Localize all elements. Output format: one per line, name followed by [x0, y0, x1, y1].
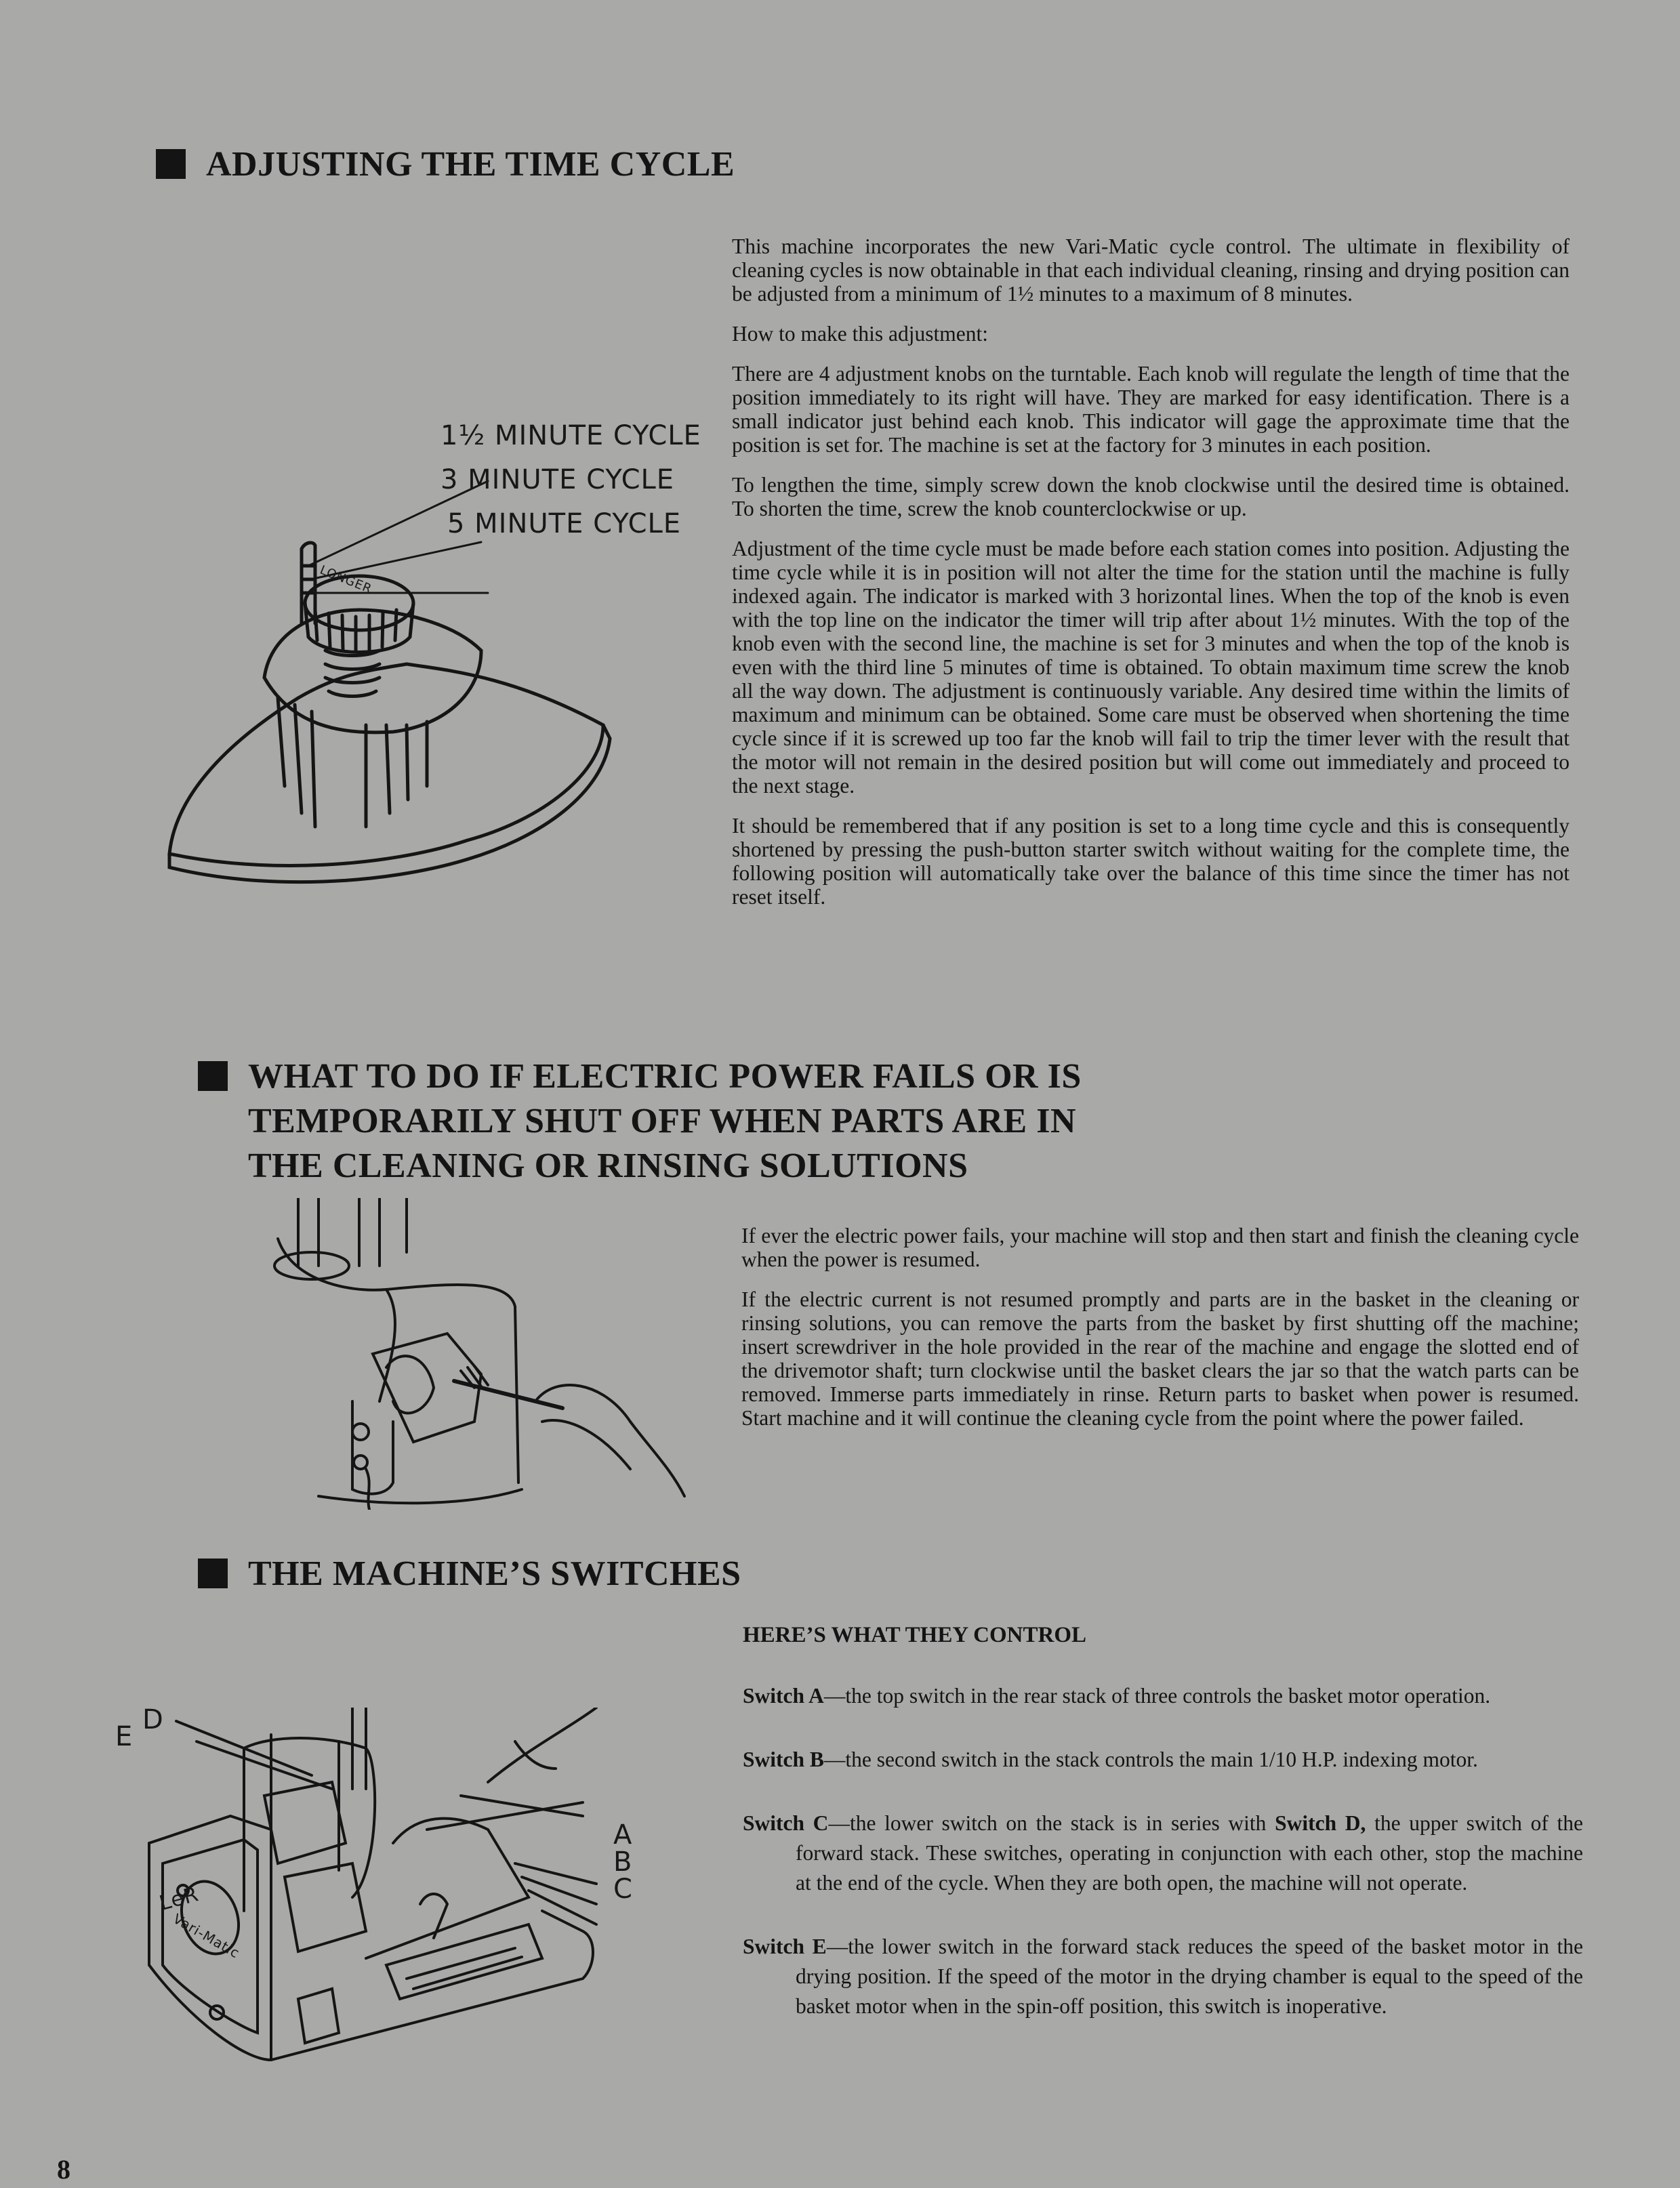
label-switch-a: A — [613, 1819, 633, 1851]
switch-description: —the lower switch on the stack is in series with — [828, 1811, 1275, 1835]
section-heading-time-cycle — [156, 142, 735, 187]
switches-lead: HERE’S WHAT THEY CONTROL — [743, 1623, 1087, 1647]
label-switch-b: B — [613, 1846, 633, 1878]
label-switch-e: E — [115, 1721, 134, 1752]
label-1-5-minute-cycle: 1½ MINUTE CYCLE — [441, 420, 701, 451]
section-title: ADJUSTING THE TIME CYCLE — [206, 145, 735, 184]
heading-bullet-square — [198, 1559, 228, 1588]
section-heading-power-fails — [198, 1054, 1082, 1189]
paragraph: If ever the electric power fails, your machine will stop and then start and finish the cleaning cycle when the power is resumed. — [741, 1224, 1579, 1271]
label-switch-c: C — [613, 1874, 633, 1905]
paragraph: To lengthen the time, simply screw down the knob clockwise until the desired time is obtained. To shorten the time, screw the knob counterclockwise or up. — [732, 473, 1570, 520]
title-line: THE CLEANING OR RINSING SOLUTIONS — [248, 1147, 968, 1185]
switch-label: Switch C — [743, 1811, 829, 1835]
switch-description: —the second switch in the stack controls the main 1/10 H.P. indexing motor. — [823, 1748, 1478, 1771]
title-line: WHAT TO DO IF ELECTRIC POWER FAILS OR IS — [248, 1057, 1082, 1096]
switch-label: Switch E — [743, 1935, 827, 1958]
section-title: THE MACHINE’S SWITCHES — [248, 1554, 741, 1593]
switch-e-entry — [743, 1932, 1583, 2021]
switch-description: the upper switch of the forward stack. These switches, operating in conjunction with each other, stop the machine at the end of the cycle. When they are both open, the machine will not operate. — [796, 1811, 1583, 1895]
paragraph: There are 4 adjustment knobs on the turntable. Each knob will regulate the length of time that the position immediately to its right will have. They are marked for easy identification. There is a small indicator just behind each knob. This indicator will gage the approximate time that the position is set for. The machine is set at the factory for 3 minutes in each position. — [732, 362, 1570, 457]
label-5-minute-cycle: 5 MINUTE CYCLE — [447, 508, 682, 539]
switch-b-entry — [743, 1745, 1583, 1775]
screwdriver-illustration — [251, 1198, 698, 1510]
screwdriver-drawing — [251, 1198, 698, 1510]
switch-label: Switch B — [743, 1748, 824, 1771]
section-title — [248, 1054, 1082, 1189]
paragraph: This machine incorporates the new Vari-Matic cycle control. The ultimate in flexibility of cleaning cycles is now obtainable in that each individual cleaning, rinsing and drying position can be adjusted from a minimum of 1½ minutes to a maximum of 8 minutes. — [732, 234, 1570, 306]
switch-c-entry — [743, 1809, 1583, 1898]
heading-bullet-square — [156, 149, 186, 179]
switch-description: —the top switch in the rear stack of three controls the basket motor operation. — [823, 1684, 1491, 1708]
label-ler-logo: LeR — [157, 1882, 202, 1916]
section-heading-switches — [198, 1552, 741, 1596]
switch-a-entry — [743, 1681, 1583, 1711]
paragraph: How to make this adjustment: — [732, 322, 988, 346]
switches-text — [743, 1624, 1583, 2055]
page-number: 8 — [57, 2154, 70, 2185]
paragraph: If the electric current is not resumed promptly and parts are in the basket in the cleaning or rinsing solutions, you can remove the parts from the basket by first shutting off the machine; insert screwdriver in the hole provided in the rear of the machine and engage the slotted end of the drivemotor shaft; turn clockwise until the basket clears the jar so that the watch parts can be removed. Immerse parts immediately in rinse. Return parts to basket when power is resumed. Start machine and it will continue the cleaning cycle from the point where the power failed. — [741, 1287, 1579, 1430]
title-line: TEMPORARILY SHUT OFF WHEN PARTS ARE IN — [248, 1102, 1077, 1140]
switches-illustration — [108, 1704, 691, 2087]
label-switch-d: D — [142, 1704, 164, 1735]
switch-description: —the lower switch in the forward stack reduces the speed of the basket motor in the drying position. If the speed of the motor in the drying chamber is equal to the speed of the basket motor when in the spin-off position, this switch is inoperative. — [796, 1935, 1583, 2018]
switch-d-reference: Switch D, — [1275, 1811, 1366, 1835]
label-3-minute-cycle: 3 MINUTE CYCLE — [441, 464, 675, 495]
knob-adjustment-illustration — [163, 407, 701, 901]
power-fail-text — [741, 1224, 1579, 1446]
paragraph: Adjustment of the time cycle must be made before each station comes into position. Adjusting the time cycle while it is in position will not alter the time for the station until the machine is fully indexed again. The indicator is marked with 3 horizontal lines. When the top of the knob is even with the top line on the indicator the timer will trip after about 1½ minutes. With the top of the knob even with the second line, the machine is set for 3 minutes and when the top of the knob is even with the third line 5 minutes of time is obtained. To obtain maximum time screw the knob all the way down. The adjustment is continuously variable. Any desired time within the limits of maximum and minimum can be obtained. Some care must be observed when shortening the time cycle since if it is screwed up too far the knob will fail to trip the timer lever with the result that the motor will not remain in the desired position but will come out immediately and proceed to the next stage. — [732, 537, 1570, 798]
heading-bullet-square — [198, 1061, 228, 1091]
time-cycle-text — [732, 234, 1570, 925]
label-vari-matic: Vari-Matic — [170, 1910, 243, 1962]
label-longer: LONGER — [318, 562, 374, 597]
paragraph: It should be remembered that if any position is set to a long time cycle and this is consequently shortened by pressing the push-button starter switch without waiting for the complete time, the following position will automatically take over the balance of this time since the timer has not reset itself. — [732, 814, 1570, 909]
switch-label: Switch A — [743, 1684, 824, 1708]
